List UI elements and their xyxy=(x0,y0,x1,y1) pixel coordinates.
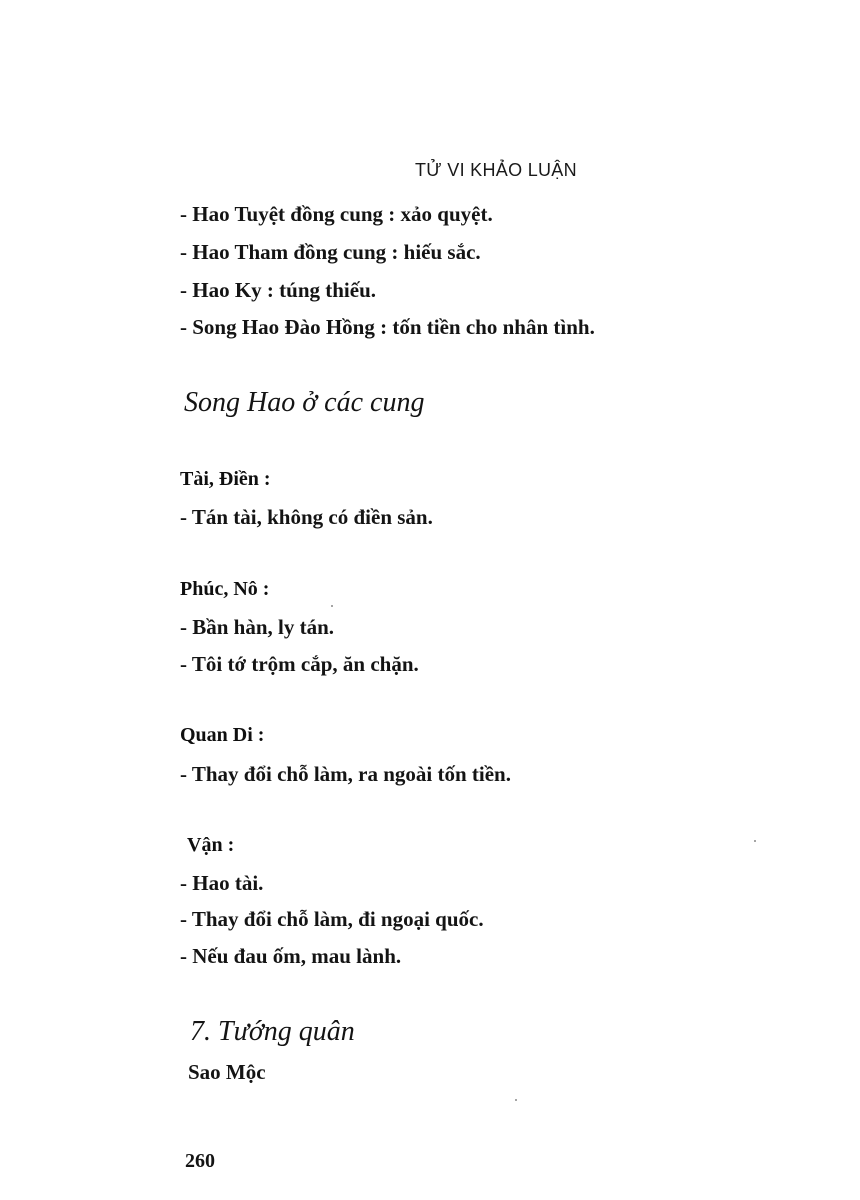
scan-speck xyxy=(331,605,333,607)
palace-label-tai-dien: Tài, Điền : xyxy=(180,468,271,490)
scan-speck xyxy=(754,840,756,842)
list-item: - Tán tài, không có điền sản. xyxy=(180,505,433,529)
page-number: 260 xyxy=(185,1150,215,1172)
list-item: - Tôi tớ trộm cắp, ăn chặn. xyxy=(180,652,419,676)
running-header: TỬ VI KHẢO LUẬN xyxy=(415,160,577,180)
list-item: - Hao tài. xyxy=(180,871,264,895)
palace-label-quan-di: Quan Di : xyxy=(180,724,265,746)
list-item: - Nếu đau ốm, mau lành. xyxy=(180,944,402,968)
section-heading: Song Hao ở các cung xyxy=(184,387,425,418)
list-item: - Hao Ky : túng thiếu. xyxy=(180,278,377,302)
list-item: - Thay đổi chỗ làm, đi ngoại quốc. xyxy=(180,907,484,931)
list-item: - Bần hàn, ly tán. xyxy=(180,615,335,639)
list-item: - Song Hao Đào Hồng : tốn tiền cho nhân tình. xyxy=(180,315,595,339)
next-section-subtitle: Sao Mộc xyxy=(188,1060,266,1084)
palace-label-van: Vận : xyxy=(187,834,235,856)
next-section-heading: 7. Tướng quân xyxy=(190,1016,355,1047)
list-item: - Hao Tham đồng cung : hiếu sắc. xyxy=(180,240,481,264)
palace-label-phuc-no: Phúc, Nô : xyxy=(180,578,270,600)
list-item: - Thay đổi chỗ làm, ra ngoài tốn tiền. xyxy=(180,762,511,786)
list-item: - Hao Tuyệt đồng cung : xảo quyệt. xyxy=(180,202,493,226)
scan-speck xyxy=(515,1099,517,1101)
